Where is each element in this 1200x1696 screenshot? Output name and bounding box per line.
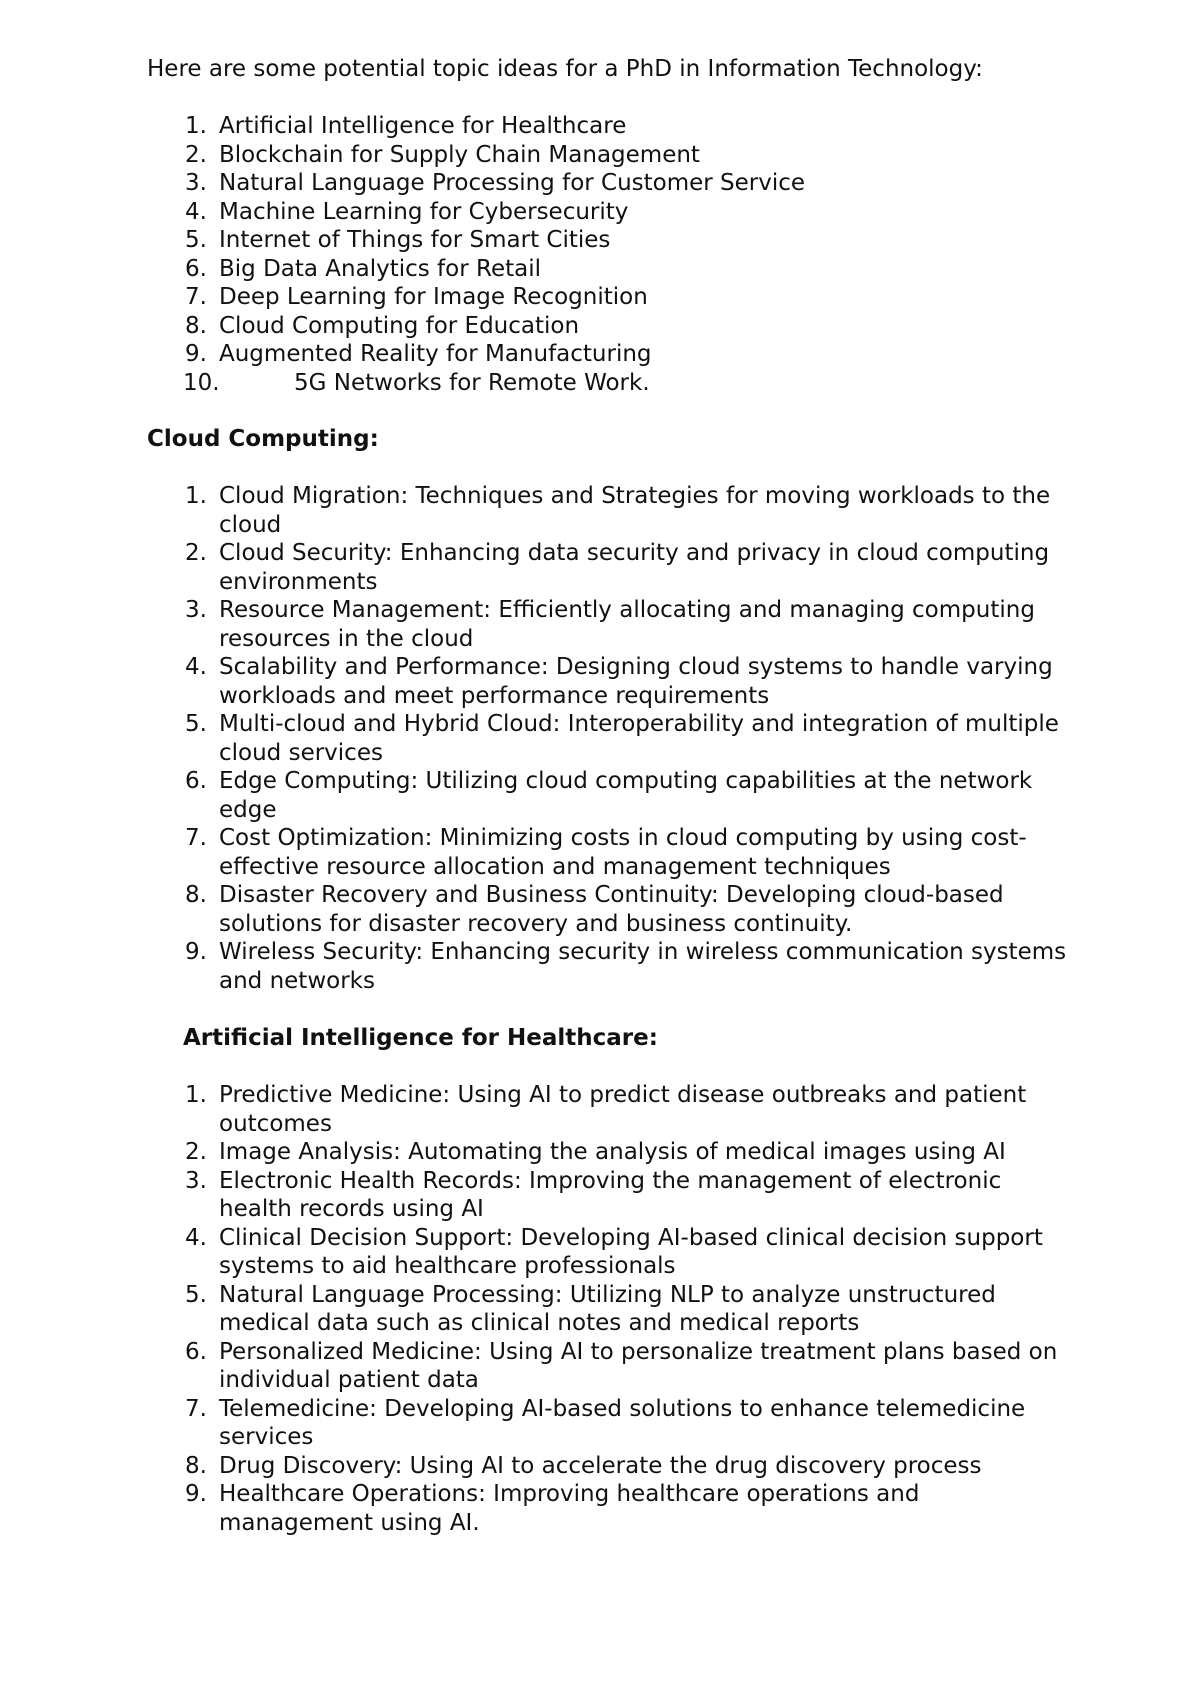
- list-item: [0, 141, 805, 170]
- list-number: 6.: [185, 255, 207, 282]
- ai-healthcare-list: [0, 1081, 1200, 1537]
- list-item-text: Internet of Things for Smart Cities: [219, 227, 611, 253]
- list-item-text: Disaster Recovery and Business Continuity: Developing cloud-based solutions for disaster recovery and business continuity.: [219, 882, 1004, 937]
- list-number: 3.: [185, 1167, 207, 1194]
- list-item-text: Telemedicine: Developing AI-based solutions to enhance telemedicine services: [219, 1395, 1026, 1450]
- list-number: 1.: [185, 483, 207, 509]
- list-item-text: Cost Optimization: Minimizing costs in cloud computing by using cost-effective resource allocation and management techniques: [219, 825, 1027, 880]
- list-item-text: Natural Language Processing: Utilizing NLP to analyze unstructured medical data such as clinical notes and medical reports: [219, 1281, 996, 1336]
- list-number: 9.: [185, 341, 207, 367]
- topic-list: [0, 112, 805, 397]
- list-item: [0, 1167, 1200, 1224]
- list-item: [0, 596, 1200, 653]
- list-number: 4.: [185, 198, 207, 225]
- list-item: [0, 1338, 1200, 1395]
- list-number: 8.: [185, 1452, 207, 1479]
- list-item-text: Personalized Medicine: Using AI to personalize treatment plans based on individual patient data: [219, 1338, 1058, 1393]
- list-item-text: Artificial Intelligence for Healthcare: [219, 113, 627, 139]
- list-item-text: Augmented Reality for Manufacturing: [219, 341, 652, 367]
- list-item-text: Edge Computing: Utilizing cloud computing capabilities at the network edge: [219, 768, 1033, 823]
- list-item-text: Natural Language Processing for Customer Service: [219, 170, 806, 196]
- list-item: [0, 283, 805, 312]
- list-item: [0, 938, 1200, 995]
- list-number: 5.: [185, 227, 207, 253]
- list-number: 1.: [185, 113, 207, 139]
- intro-paragraph: Here are some potential topic ideas for a PhD in Information Technology:: [147, 56, 983, 82]
- list-item-text: Cloud Computing for Education: [219, 312, 580, 339]
- list-item-text: Electronic Health Records: Improving the management of electronic health records using AI: [219, 1167, 1002, 1222]
- list-item-text: 5G Networks for Remote Work.: [294, 369, 650, 396]
- list-number: 4.: [185, 654, 207, 680]
- cloud-computing-heading: Cloud Computing:: [147, 426, 379, 452]
- list-item-text: Deep Learning for Image Recognition: [219, 284, 648, 310]
- list-item-text: Big Data Analytics for Retail: [219, 255, 541, 282]
- list-item: [0, 169, 805, 198]
- list-number: 10.: [183, 369, 220, 396]
- list-item-text: Cloud Migration: Techniques and Strategies for moving workloads to the cloud: [219, 483, 1051, 538]
- list-item: [0, 340, 805, 369]
- list-number: 3.: [185, 597, 207, 623]
- list-item: [0, 710, 1200, 767]
- list-item-text: Wireless Security: Enhancing security in wireless communication systems and networks: [219, 939, 1067, 994]
- list-number: 1.: [185, 1082, 207, 1108]
- list-item: [0, 1452, 1200, 1481]
- list-number: 8.: [185, 312, 207, 339]
- list-number: 3.: [185, 170, 207, 196]
- list-item: [0, 539, 1200, 596]
- list-item-text: Healthcare Operations: Improving healthcare operations and management using AI.: [219, 1481, 920, 1536]
- list-item: [0, 198, 805, 227]
- list-number: 5.: [185, 1281, 207, 1308]
- list-number: 4.: [185, 1224, 207, 1251]
- list-item: [0, 226, 805, 255]
- list-number: 7.: [185, 284, 207, 310]
- list-number: 2.: [185, 141, 207, 168]
- list-item-text: Multi-cloud and Hybrid Cloud: Interoperability and integration of multiple cloud services: [219, 711, 1059, 766]
- list-item: [0, 881, 1200, 938]
- list-item: [0, 1081, 1200, 1138]
- list-item: [0, 112, 805, 141]
- list-item-text: Scalability and Performance: Designing cloud systems to handle varying workloads and meet performance requirements: [219, 654, 1053, 709]
- list-item: [0, 1480, 1200, 1537]
- list-item-text: Resource Management: Efficiently allocating and managing computing resources in the cloud: [219, 597, 1035, 652]
- ai-healthcare-heading: Artificial Intelligence for Healthcare:: [183, 1025, 658, 1051]
- list-item-text: Clinical Decision Support: Developing AI-based clinical decision support systems to aid healthcare professionals: [219, 1224, 1043, 1279]
- list-item: [0, 1281, 1200, 1338]
- list-item-text: Predictive Medicine: Using AI to predict disease outbreaks and patient outcomes: [219, 1082, 1027, 1137]
- list-number: 6.: [185, 1338, 207, 1365]
- list-number: 9.: [185, 1481, 207, 1507]
- list-number: 2.: [185, 540, 207, 566]
- cloud-computing-list: [0, 482, 1200, 995]
- list-number: 2.: [185, 1139, 207, 1165]
- list-item: [0, 482, 1200, 539]
- list-item-text: Image Analysis: Automating the analysis of medical images using AI: [219, 1139, 1006, 1165]
- list-item: [0, 767, 1200, 824]
- list-number: 8.: [185, 882, 207, 908]
- list-item: [0, 653, 1200, 710]
- list-item: [0, 1138, 1200, 1167]
- list-item: [0, 1224, 1200, 1281]
- list-item: [0, 255, 805, 284]
- list-item: [0, 369, 805, 398]
- list-item-text: Machine Learning for Cybersecurity: [219, 198, 629, 225]
- list-item-text: Blockchain for Supply Chain Management: [219, 141, 700, 168]
- list-number: 7.: [185, 825, 207, 851]
- list-number: 5.: [185, 711, 207, 737]
- list-item-text: Cloud Security: Enhancing data security and privacy in cloud computing environments: [219, 540, 1050, 595]
- list-item: [0, 824, 1200, 881]
- list-item-text: Drug Discovery: Using AI to accelerate the drug discovery process: [219, 1452, 982, 1479]
- list-number: 9.: [185, 939, 207, 965]
- list-item: [0, 1395, 1200, 1452]
- list-number: 6.: [185, 768, 207, 794]
- list-number: 7.: [185, 1395, 207, 1422]
- list-item: [0, 312, 805, 341]
